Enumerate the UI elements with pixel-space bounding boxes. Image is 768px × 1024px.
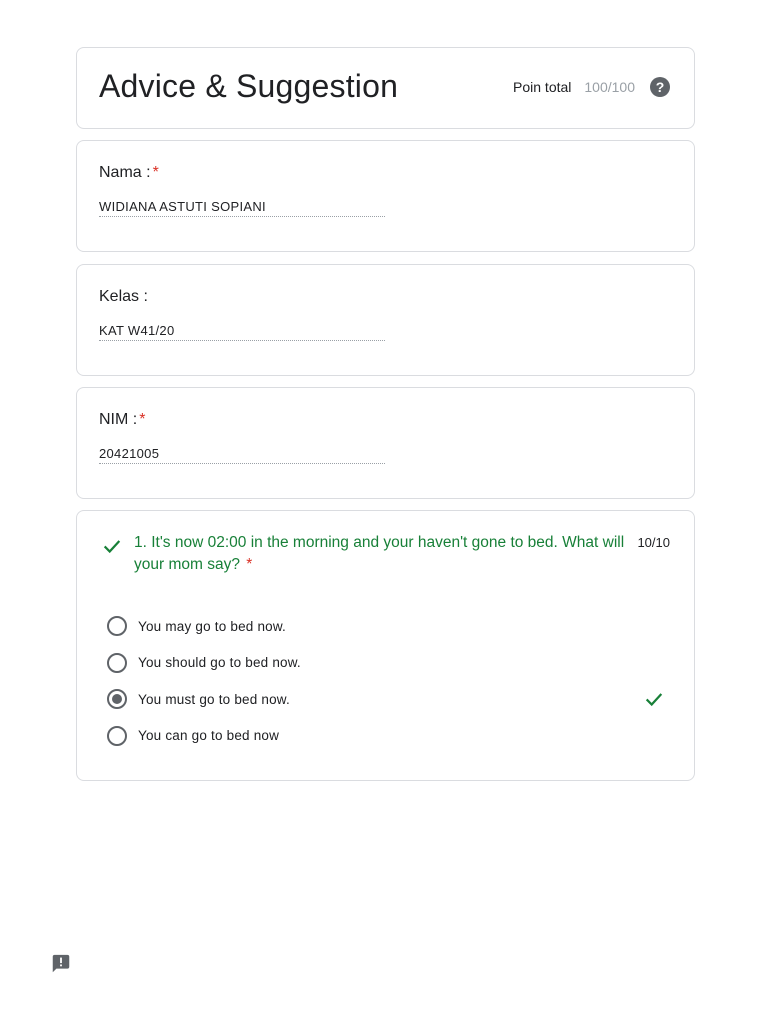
field-label-text: NIM : — [99, 411, 138, 428]
field-label — [99, 164, 159, 182]
option-item-selected[interactable] — [107, 681, 667, 718]
question-text — [134, 532, 637, 576]
field-label — [99, 411, 145, 429]
field-label-text: Nama : — [99, 164, 151, 181]
score-value: 100/100 — [584, 79, 635, 95]
required-mark: * — [246, 556, 253, 573]
correct-check-icon — [643, 688, 665, 710]
form-title: Advice & Suggestion — [99, 68, 399, 104]
score-summary — [513, 77, 670, 97]
option-label: You should go to bed now. — [138, 655, 301, 671]
question-text-body: 1. It's now 02:00 in the morning and your haven't gone to bed. What will your mom say? — [134, 534, 625, 573]
feedback-icon[interactable] — [50, 953, 72, 975]
question-points: 10/10 — [637, 535, 670, 550]
radio-button[interactable] — [107, 726, 127, 746]
required-mark: * — [152, 164, 159, 181]
option-item[interactable] — [107, 645, 667, 682]
form-header-card — [76, 47, 695, 129]
field-label — [99, 288, 148, 306]
options-list — [107, 608, 667, 754]
required-mark: * — [139, 411, 146, 428]
nim-answer: 20421005 — [99, 446, 385, 464]
field-card-nim — [76, 387, 695, 499]
help-icon[interactable]: ? — [650, 77, 670, 97]
field-label-text: Kelas : — [99, 288, 148, 305]
option-label: You may go to bed now. — [138, 618, 287, 634]
option-item[interactable] — [107, 718, 667, 755]
radio-button[interactable] — [107, 616, 127, 636]
option-label: You can go to bed now — [138, 728, 280, 744]
radio-button-checked[interactable] — [107, 689, 127, 709]
radio-button[interactable] — [107, 653, 127, 673]
field-card-kelas — [76, 264, 695, 376]
question-card — [76, 510, 695, 781]
kelas-answer: KAT W41/20 — [99, 323, 385, 341]
score-label: Poin total — [513, 79, 572, 95]
field-card-nama — [76, 140, 695, 252]
check-icon — [101, 535, 123, 557]
option-label: You must go to bed now. — [138, 691, 290, 707]
option-item[interactable] — [107, 608, 667, 645]
nama-answer: WIDIANA ASTUTI SOPIANI — [99, 199, 385, 217]
